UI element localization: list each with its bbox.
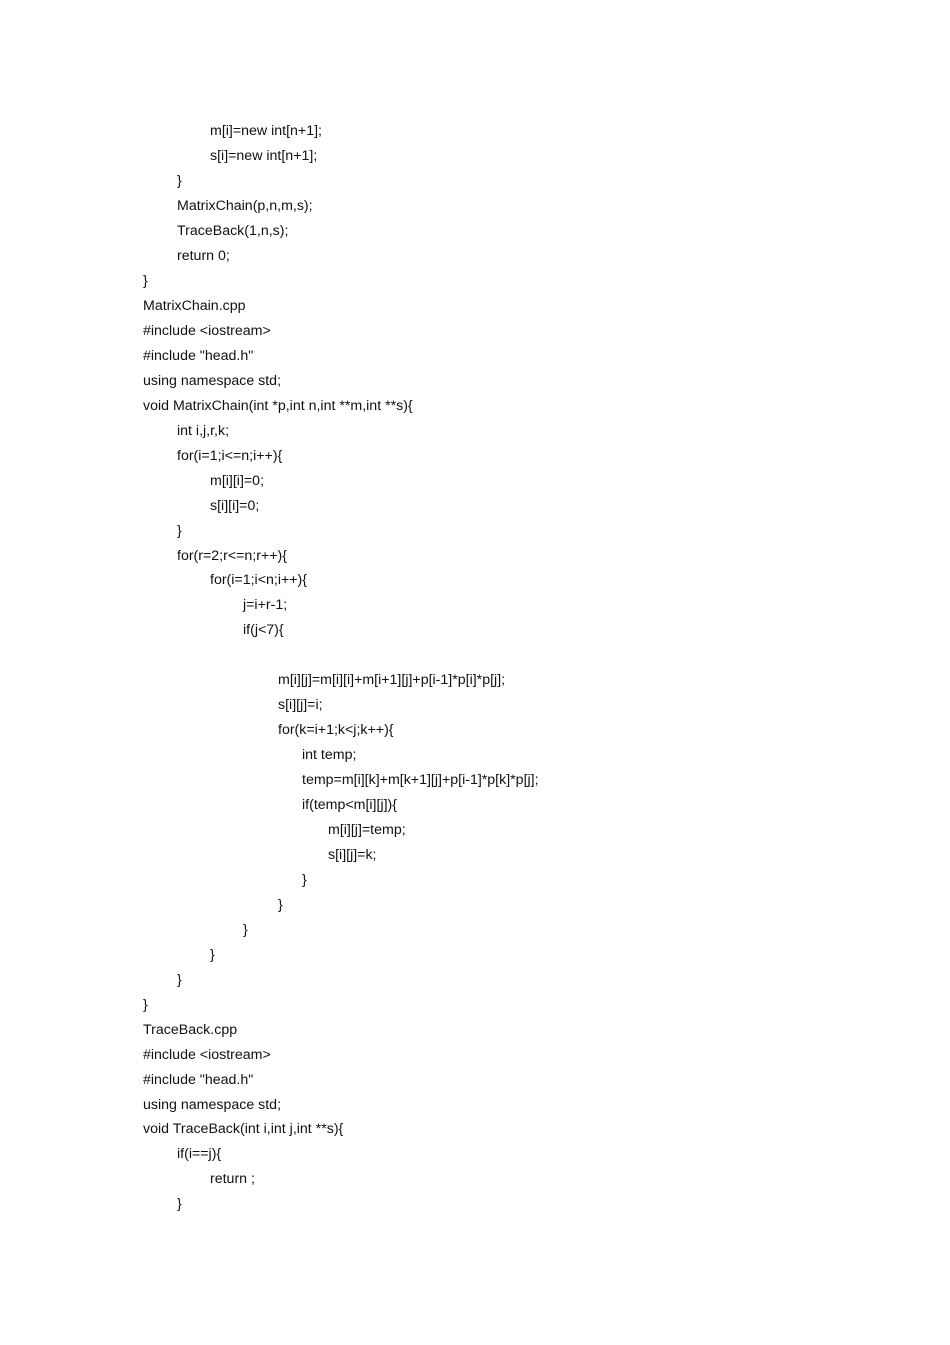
code-line: TraceBack(1,n,s);: [177, 223, 289, 239]
file-heading: TraceBack.cpp: [143, 1022, 238, 1038]
code-line: for(i=1;i<=n;i++){: [177, 448, 283, 464]
code-line: int temp;: [302, 747, 357, 763]
code-line: m[i][j]=temp;: [328, 822, 406, 838]
code-line: temp=m[i][k]+m[k+1][j]+p[i-1]*p[k]*p[j];: [302, 772, 539, 788]
code-line: using namespace std;: [143, 1097, 282, 1113]
code-line: void MatrixChain(int *p,int n,int **m,int **s){: [143, 398, 413, 414]
code-line: #include "head.h": [143, 1072, 254, 1088]
code-line: j=i+r-1;: [243, 597, 288, 613]
code-line: }: [302, 872, 307, 888]
code-line: #include "head.h": [143, 348, 254, 364]
code-line: }: [177, 173, 182, 189]
code-line: m[i]=new int[n+1];: [210, 123, 322, 139]
code-line: s[i][j]=k;: [328, 847, 377, 863]
code-line: if(i==j){: [177, 1146, 222, 1162]
code-line: }: [243, 922, 248, 938]
code-line: m[i][i]=0;: [210, 473, 265, 489]
code-line: s[i][j]=i;: [278, 697, 323, 713]
code-line: #include <iostream>: [143, 1047, 271, 1063]
code-line: return 0;: [177, 248, 230, 264]
code-line: void TraceBack(int i,int j,int **s){: [143, 1121, 344, 1137]
code-line: MatrixChain(p,n,m,s);: [177, 198, 313, 214]
code-line: for(r=2;r<=n;r++){: [177, 548, 288, 564]
code-line: int i,j,r,k;: [177, 423, 230, 439]
code-line: return ;: [210, 1171, 255, 1187]
code-line: using namespace std;: [143, 373, 282, 389]
code-line: }: [278, 897, 283, 913]
code-line: }: [177, 523, 182, 539]
file-heading: MatrixChain.cpp: [143, 298, 246, 314]
code-line: for(k=i+1;k<j;k++){: [278, 722, 394, 738]
code-line: #include <iostream>: [143, 323, 271, 339]
code-line: }: [177, 972, 182, 988]
code-line: }: [143, 273, 148, 289]
code-line: s[i][i]=0;: [210, 498, 260, 514]
code-line: if(temp<m[i][j]){: [302, 797, 397, 813]
code-line: }: [210, 947, 215, 963]
code-line: }: [143, 997, 148, 1013]
code-line: for(i=1;i<n;i++){: [210, 572, 308, 588]
code-line: m[i][j]=m[i][i]+m[i+1][j]+p[i-1]*p[i]*p[j];: [278, 672, 506, 688]
code-line: s[i]=new int[n+1];: [210, 148, 318, 164]
code-line: }: [177, 1196, 182, 1212]
code-line: if(j<7){: [243, 622, 284, 638]
